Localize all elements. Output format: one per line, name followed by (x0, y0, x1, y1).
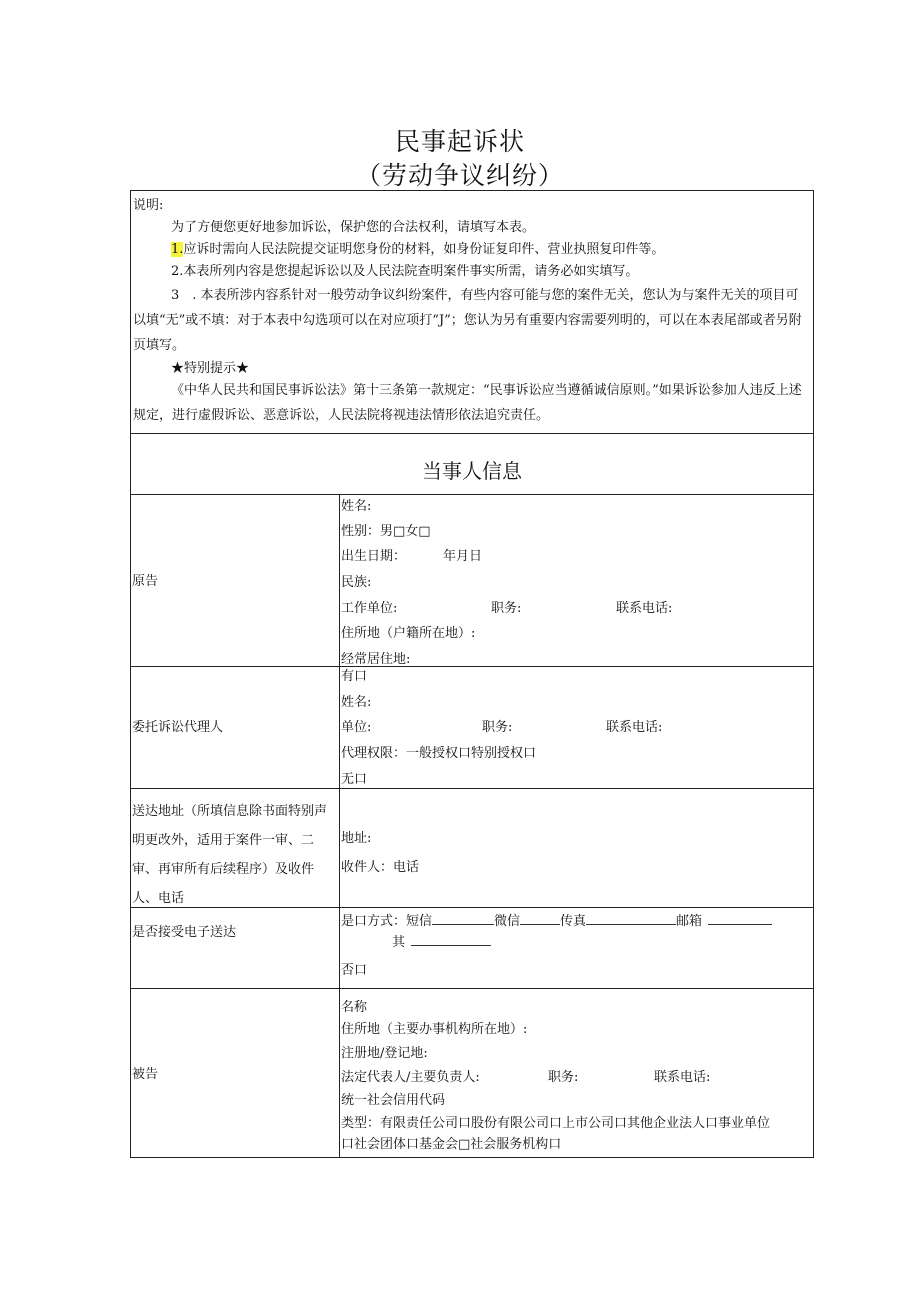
agent-unit-field[interactable]: 单位: (341, 720, 372, 735)
divider (130, 788, 814, 789)
defendant-registered-field[interactable]: 注册地/登记地: (341, 1046, 428, 1061)
other-blank[interactable] (411, 931, 491, 946)
plaintiff-position-field[interactable]: 职务: (491, 601, 522, 616)
document-title: 民事起诉状 (394, 127, 525, 156)
defendant-label: 被告 (132, 1067, 159, 1082)
agent-phone-field[interactable]: 联系电话: (606, 720, 663, 735)
divider (130, 433, 814, 434)
defendant-phone-field[interactable]: 联系电话: (654, 1070, 711, 1085)
agent-authority-options[interactable]: 代理权限：一般授权口特别授权口 (341, 746, 537, 761)
service-recipient-field[interactable]: 收件人：电话 (341, 860, 420, 875)
fax-label: 传真 (560, 914, 587, 929)
defendant-name-field[interactable]: 名称 (341, 1000, 368, 1015)
defendant-type-options-2[interactable]: 口社会团体口基金会□社会服务机构口 (341, 1137, 562, 1152)
electronic-yes-prefix[interactable]: 是口方式：短信 (341, 914, 433, 929)
divider (130, 988, 814, 989)
special-notice-text: 《中华人民共和国民事诉讼法》第十三条第一款规定：“民事诉讼应当遵循诚信原则。”如果诉讼参加人违反上述规定，进行虚假诉讼、恶意诉讼，人民法院将视违法情形依法追究责任。 (133, 383, 802, 423)
agent-has-checkbox[interactable]: 有口 (341, 669, 368, 684)
defendant-credit-code-field[interactable]: 统一社会信用代码 (341, 1093, 446, 1108)
electronic-other-row[interactable] (392, 931, 491, 952)
defendant-position-field[interactable]: 职务: (548, 1070, 579, 1085)
sms-blank[interactable] (432, 910, 494, 925)
agent-position-field[interactable]: 职务: (482, 720, 513, 735)
agent-label: 委托诉讼代理人 (132, 720, 224, 735)
divider (130, 494, 814, 495)
electronic-yes-row[interactable] (341, 910, 772, 931)
agent-none-checkbox[interactable]: 无口 (341, 772, 368, 787)
notes-intro: 为了方便您更好地参加诉讼，保护您的合法权利，请填写本表。 (171, 220, 536, 235)
notes-item-1-text: 应诉时需向人民法院提交证明您身份的材料，如身份证复印件、营业执照复印件等。 (183, 242, 665, 257)
plaintiff-phone-field[interactable]: 联系电话: (616, 601, 673, 616)
plaintiff-birth-units: 年月日 (443, 549, 483, 564)
section-title: 当事人信息 (422, 459, 522, 483)
plaintiff-ethnicity-field[interactable]: 民族: (341, 575, 372, 590)
service-label: 送达地址（所填信息除书面特别声明更改外，适用于案件一审、二审、再审所有后续程序）及收件人、电话 (132, 804, 328, 906)
plaintiff-residence-field[interactable]: 住所地（户籍所在地）: (341, 626, 476, 641)
other-label: 其 (392, 935, 406, 950)
defendant-legal-rep-field[interactable]: 法定代表人/主要负责人: (341, 1070, 480, 1085)
plaintiff-label: 原告 (132, 574, 159, 589)
plaintiff-habitual-field[interactable]: 经常居住地: (341, 652, 411, 667)
highlight-marker: 1. (171, 242, 184, 257)
electronic-no-checkbox[interactable]: 否口 (341, 963, 368, 978)
agent-name-field[interactable]: 姓名: (341, 695, 372, 710)
defendant-type-options[interactable]: 类型：有限责任公司口股份有限公司口上市公司口其他企业法人口事业单位 (341, 1116, 771, 1131)
email-label: 邮箱 (676, 914, 703, 929)
notes-item-1 (171, 241, 664, 259)
document-subtitle: （劳动争议纠纷） (355, 161, 564, 190)
defendant-residence-field[interactable]: 住所地（主要办事机构所在地）: (341, 1022, 528, 1037)
notes-heading: 说明: (133, 198, 164, 213)
email-blank[interactable] (708, 910, 772, 925)
electronic-label: 是否接受电子送达 (132, 925, 237, 940)
fax-blank[interactable] (586, 910, 676, 925)
notes-item-2: 2.本表所列内容是您提起诉讼以及人民法院查明案件事实所需，请务必如实填写。 (171, 264, 639, 279)
divider (130, 666, 814, 667)
wechat-label: 微信 (494, 914, 521, 929)
special-notice-title: ★特别提示★ (171, 361, 250, 376)
service-address-field[interactable]: 地址: (341, 831, 372, 846)
plaintiff-name-field[interactable]: 姓名: (341, 499, 372, 514)
plaintiff-birth-field[interactable]: 出生日期： (341, 549, 407, 564)
plaintiff-workplace-field[interactable]: 工作单位: (341, 601, 398, 616)
column-divider (339, 494, 340, 1157)
wechat-blank[interactable] (520, 910, 560, 925)
plaintiff-gender-field[interactable]: 性别：男□女□ (341, 524, 431, 539)
notes-item-3: 3 . 本表所涉内容系针对一般劳动争议纠纷案件，有些内容可能与您的案件无关，您认为与案件无关的项目可以填“无”或不填：对于本表中勾选项可以在对应项打“J”；您认为另有重要内容需要列明的，可以在本表尾部或者另附页填写。 (133, 288, 802, 353)
